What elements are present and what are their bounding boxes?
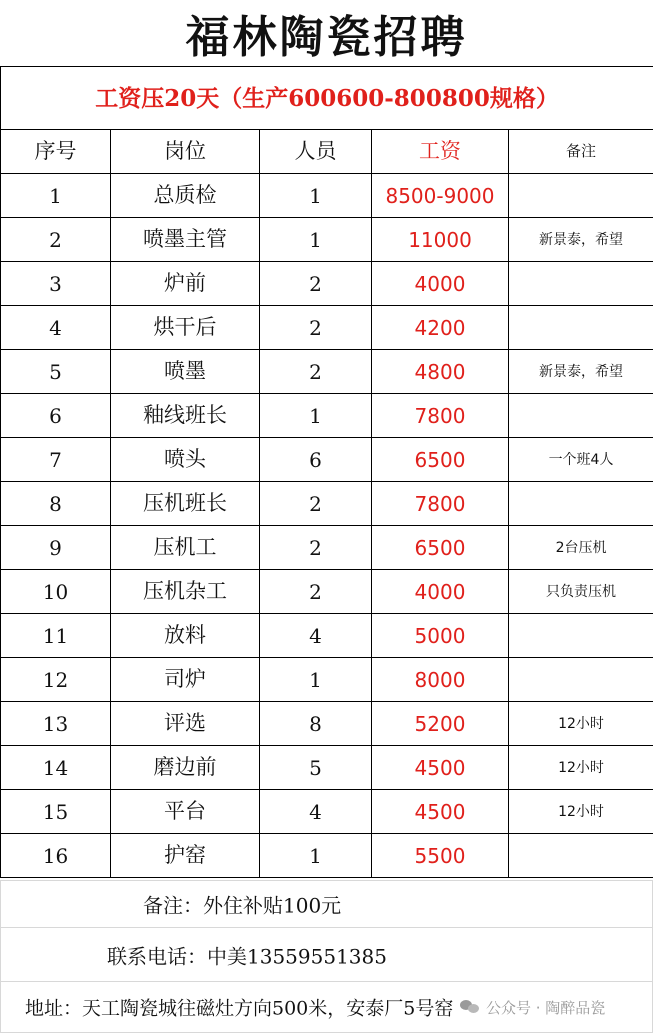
cell-wage: 7800 bbox=[372, 482, 509, 526]
cell-wage: 5500 bbox=[372, 834, 509, 878]
cell-post: 平台 bbox=[111, 790, 260, 834]
footer-remark: 备注：外住补贴100元 bbox=[143, 893, 342, 918]
cell-wage: 4000 bbox=[372, 262, 509, 306]
cell-post: 磨边前 bbox=[111, 746, 260, 790]
col-header-no: 序号 bbox=[1, 130, 111, 174]
cell-post: 压机杂工 bbox=[111, 570, 260, 614]
cell-post: 司炉 bbox=[111, 658, 260, 702]
table-row bbox=[1, 702, 653, 746]
table-row bbox=[1, 614, 653, 658]
cell-note bbox=[509, 174, 653, 218]
cell-post: 烘干后 bbox=[111, 306, 260, 350]
cell-people: 4 bbox=[260, 790, 372, 834]
cell-no: 3 bbox=[1, 262, 111, 306]
cell-people: 6 bbox=[260, 438, 372, 482]
cell-note: 一个班4人 bbox=[509, 438, 653, 482]
cell-people: 2 bbox=[260, 526, 372, 570]
cell-post: 釉线班长 bbox=[111, 394, 260, 438]
cell-post: 压机班长 bbox=[111, 482, 260, 526]
page-title: 福林陶瓷招聘 bbox=[185, 12, 468, 63]
table-row bbox=[1, 570, 653, 614]
cell-post: 护窑 bbox=[111, 834, 260, 878]
cell-wage: 6500 bbox=[372, 526, 509, 570]
cell-post: 喷墨 bbox=[111, 350, 260, 394]
table-row bbox=[1, 790, 653, 834]
footer-address: 地址：天工陶瓷城往磁灶方向500米，安泰厂5号窑 bbox=[25, 997, 454, 1020]
cell-no: 8 bbox=[1, 482, 111, 526]
table-row bbox=[1, 658, 653, 702]
cell-no: 9 bbox=[1, 526, 111, 570]
cell-wage: 4500 bbox=[372, 790, 509, 834]
cell-people: 1 bbox=[260, 394, 372, 438]
cell-people: 1 bbox=[260, 174, 372, 218]
cell-no: 2 bbox=[1, 218, 111, 262]
cell-people: 2 bbox=[260, 482, 372, 526]
cell-post: 总质检 bbox=[111, 174, 260, 218]
cell-people: 1 bbox=[260, 218, 372, 262]
cell-wage: 5000 bbox=[372, 614, 509, 658]
table-row bbox=[1, 306, 653, 350]
cell-note: 只负责压机 bbox=[509, 570, 653, 614]
cell-people: 1 bbox=[260, 658, 372, 702]
cell-note: 2台压机 bbox=[509, 526, 653, 570]
cell-wage: 8500-9000 bbox=[372, 174, 509, 218]
cell-post: 评选 bbox=[111, 702, 260, 746]
cell-people: 2 bbox=[260, 350, 372, 394]
salary-headline: 工资压20天（生产600600-800800规格） bbox=[1, 67, 653, 130]
col-header-post: 岗位 bbox=[111, 130, 260, 174]
cell-no: 12 bbox=[1, 658, 111, 702]
cell-no: 14 bbox=[1, 746, 111, 790]
cell-post: 压机工 bbox=[111, 526, 260, 570]
cell-no: 10 bbox=[1, 570, 111, 614]
cell-people: 2 bbox=[260, 262, 372, 306]
table-row bbox=[1, 834, 653, 878]
cell-no: 7 bbox=[1, 438, 111, 482]
cell-wage: 4500 bbox=[372, 746, 509, 790]
cell-people: 2 bbox=[260, 306, 372, 350]
cell-people: 2 bbox=[260, 570, 372, 614]
cell-no: 15 bbox=[1, 790, 111, 834]
cell-wage: 8000 bbox=[372, 658, 509, 702]
watermark bbox=[456, 990, 609, 1024]
recruitment-table bbox=[0, 66, 653, 878]
cell-note: 12小时 bbox=[509, 702, 653, 746]
table-row bbox=[1, 174, 653, 218]
cell-no: 1 bbox=[1, 174, 111, 218]
table-header-row bbox=[1, 130, 653, 174]
col-header-note: 备注 bbox=[509, 130, 653, 174]
table-row bbox=[1, 262, 653, 306]
cell-no: 5 bbox=[1, 350, 111, 394]
table-row bbox=[1, 438, 653, 482]
cell-people: 5 bbox=[260, 746, 372, 790]
cell-note bbox=[509, 658, 653, 702]
footer-phone: 联系电话：中美13559551385 bbox=[107, 944, 387, 968]
cell-wage: 7800 bbox=[372, 394, 509, 438]
table-row bbox=[1, 482, 653, 526]
cell-no: 16 bbox=[1, 834, 111, 878]
table-row bbox=[1, 394, 653, 438]
table-row bbox=[1, 746, 653, 790]
cell-post: 放料 bbox=[111, 614, 260, 658]
col-header-people: 人员 bbox=[260, 130, 372, 174]
cell-note: 12小时 bbox=[509, 790, 653, 834]
cell-no: 13 bbox=[1, 702, 111, 746]
table-row bbox=[1, 218, 653, 262]
table-row bbox=[1, 350, 653, 394]
cell-people: 4 bbox=[260, 614, 372, 658]
cell-note bbox=[509, 834, 653, 878]
cell-wage: 4000 bbox=[372, 570, 509, 614]
cell-wage: 6500 bbox=[372, 438, 509, 482]
cell-post: 炉前 bbox=[111, 262, 260, 306]
cell-post: 喷墨主管 bbox=[111, 218, 260, 262]
cell-wage: 5200 bbox=[372, 702, 509, 746]
col-header-wage: 工资 bbox=[372, 130, 509, 174]
cell-note bbox=[509, 306, 653, 350]
cell-no: 4 bbox=[1, 306, 111, 350]
cell-note: 12小时 bbox=[509, 746, 653, 790]
table-row bbox=[1, 526, 653, 570]
cell-people: 1 bbox=[260, 834, 372, 878]
wechat-icon bbox=[460, 999, 480, 1015]
watermark-text: 公众号 · 陶醉品瓷 bbox=[486, 998, 606, 1017]
cell-note bbox=[509, 394, 653, 438]
cell-note: 新景泰，希望 bbox=[509, 218, 653, 262]
cell-post: 喷头 bbox=[111, 438, 260, 482]
cell-note bbox=[509, 614, 653, 658]
cell-no: 11 bbox=[1, 614, 111, 658]
cell-note bbox=[509, 262, 653, 306]
cell-no: 6 bbox=[1, 394, 111, 438]
footer-remark-row bbox=[0, 880, 653, 928]
cell-note bbox=[509, 482, 653, 526]
cell-wage: 4800 bbox=[372, 350, 509, 394]
footer-phone-row bbox=[0, 928, 653, 982]
cell-note: 新景泰，希望 bbox=[509, 350, 653, 394]
cell-wage: 4200 bbox=[372, 306, 509, 350]
salary-headline-row bbox=[1, 67, 653, 130]
cell-wage: 11000 bbox=[372, 218, 509, 262]
cell-people: 8 bbox=[260, 702, 372, 746]
